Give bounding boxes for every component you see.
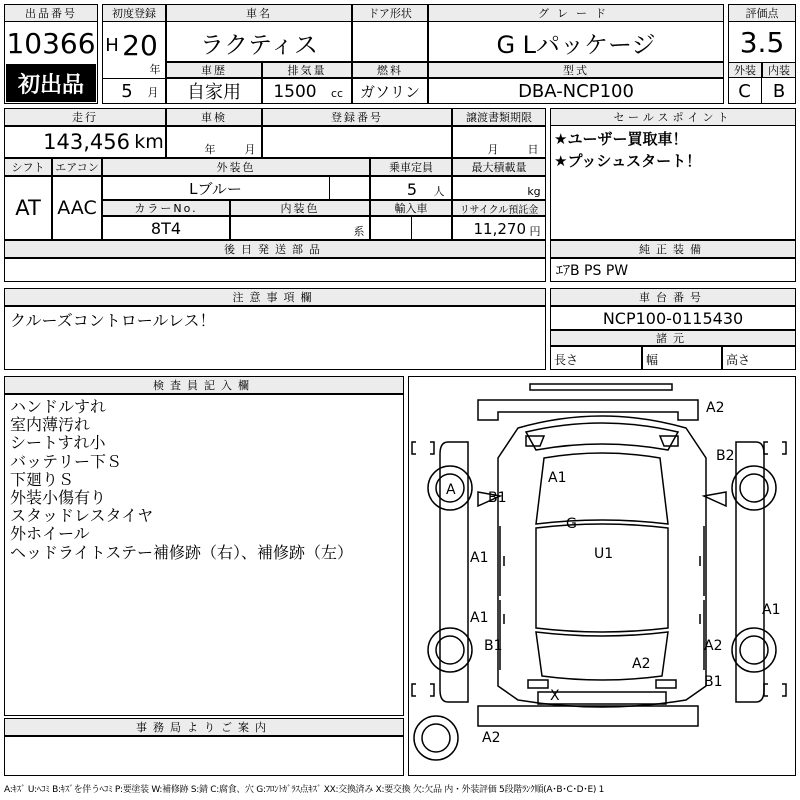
damage-mark: A (446, 482, 456, 498)
capacity: 5 (406, 179, 418, 199)
damage-mark: B1 (488, 490, 507, 506)
score: 3.5 (739, 25, 785, 59)
reg-month-unit: 月 (147, 86, 159, 99)
chassis-label: 車台番号 (550, 288, 796, 306)
displacement-label: 排気量 (262, 62, 352, 78)
reg-month: 5 (121, 80, 133, 102)
capacity-unit: 人 (433, 185, 445, 198)
color: Lブルー (102, 176, 330, 200)
mileage-unit: km (134, 131, 164, 153)
height-label: 高さ (726, 352, 751, 367)
model-label: 型式 (428, 62, 724, 78)
windshield (536, 453, 668, 524)
damage-mark: A2 (704, 638, 723, 654)
rear-bumper (478, 706, 698, 726)
model: DBA-NCP100 (518, 80, 634, 102)
color-no: 8T4 (150, 218, 182, 238)
damage-mark: A2 (706, 400, 725, 416)
inspector-line: 外装小傷有り (10, 488, 107, 507)
mileage-label: 走行 (4, 108, 166, 126)
score-label: 評価点 (728, 4, 796, 22)
legend: A:ｷｽﾞ U:ﾍｺﾐ B:ｷｽﾞを伴うﾍｺﾐ P:要塗装 W:補修跡 S:錆 C:腐食、穴 G:ﾌﾛﾝﾄｶﾞﾗｽ点ｷｽﾞ XX:交換済み X:要交換 欠:欠品 内・外装評価 5段階ﾗﾝｸ順(A･B･C･D･E) 1 (4, 784, 605, 795)
notes-label: 注意事項欄 (4, 288, 546, 306)
inspector-label: 検査員記入欄 (4, 376, 404, 394)
damage-mark: B1 (704, 674, 723, 690)
inspector-line: 外ホイール (10, 524, 90, 544)
car-name: ラクティス (199, 30, 319, 59)
damage-mark: B1 (484, 638, 503, 654)
sales-point: ★プッシュスタート！ (554, 152, 702, 170)
int-color-suffix: 系 (353, 225, 365, 238)
exterior-label: 外装 (728, 62, 762, 78)
recycle-unit: 円 (529, 225, 541, 238)
displacement: 1500 (273, 82, 317, 102)
plate (262, 126, 452, 158)
taillights (528, 680, 676, 688)
color-no-label: カラーNo. (102, 200, 230, 216)
damage-mark: A1 (762, 602, 781, 618)
notes-text: クルーズコントロールレス！ (10, 311, 216, 330)
grade: G Lパッケージ (496, 30, 656, 59)
grade-label: グレード (428, 4, 724, 22)
inspection-month-unit: 月 (244, 143, 256, 156)
damage-mark: X (550, 688, 560, 704)
damage-mark: A2 (632, 656, 651, 672)
equip-label: 純正装備 (550, 240, 796, 258)
era: H (105, 34, 119, 56)
recycle-label: リサイクル預託金 (452, 200, 546, 216)
mileage: 143,456 (43, 130, 130, 154)
damage-mark: U1 (594, 546, 614, 562)
first-listing-badge: 初出品 (6, 64, 96, 102)
door-label: ドア形状 (352, 4, 428, 22)
history: 自家用 (187, 82, 241, 103)
load-unit: kg (527, 184, 541, 198)
lot-number: 10366 (6, 26, 96, 60)
inspector-line: バッテリー下Ｓ (10, 451, 123, 471)
damage-mark: A1 (548, 470, 567, 486)
fuel: ガソリン (359, 82, 420, 101)
office-box (4, 736, 404, 776)
damage-mark: A1 (470, 610, 489, 626)
damage-mark: G (566, 516, 577, 532)
tire-fr (732, 466, 776, 510)
reg-label: 初度登録 (102, 4, 166, 22)
inspector-line: 下廻りＳ (10, 469, 75, 489)
mirrors (478, 492, 726, 506)
reg-year-unit: 年 (149, 63, 161, 76)
sales-box (550, 108, 796, 240)
plate-label: 登録番号 (262, 108, 452, 126)
displacement-unit: cc (330, 86, 344, 100)
spare-tire (414, 716, 458, 760)
car-outline-svg (408, 376, 796, 776)
capacity-label: 乗車定員 (370, 158, 452, 176)
sales-point: ★ユーザー買取車！ (554, 130, 688, 148)
shift-label: シフト (4, 158, 52, 176)
ac: AAC (57, 197, 97, 219)
color-label: 外装色 (102, 158, 370, 176)
tire-rr (732, 628, 776, 672)
inspection-year-unit: 年 (204, 143, 216, 156)
length-label: 長さ (554, 352, 579, 367)
exterior-grade: C (728, 78, 762, 104)
later-parts-label: 後日発送部品 (4, 240, 546, 258)
car-name-label: 車名 (166, 4, 352, 22)
roof-rail (530, 384, 672, 390)
ac-label: エアコン (52, 158, 102, 176)
later-parts (4, 258, 546, 282)
inspection-label: 車検 (166, 108, 262, 126)
lot-label: 出品番号 (4, 4, 98, 22)
transfer-month: 月 (487, 143, 499, 156)
history-label: 車歴 (166, 62, 262, 78)
office-label: 事務局よりご案内 (4, 718, 404, 736)
spec-label: 諸元 (550, 330, 796, 346)
recycle: 11,270 (473, 220, 526, 238)
import-label: 輸入車 (370, 200, 452, 216)
shift: AT (15, 196, 41, 220)
transfer-day: 日 (527, 143, 539, 156)
damage-mark: A2 (482, 730, 501, 746)
inspector-line: ヘッドライトステー補修跡（右）、補修跡（左） (10, 542, 354, 562)
int-color-label: 内装色 (230, 200, 370, 216)
inspector-line: スタッドレスタイヤ (10, 506, 154, 526)
equipment: ｴｱB PS PW (556, 263, 629, 279)
interior-label: 内装 (762, 62, 796, 78)
chassis-number: NCP100-0115430 (602, 308, 744, 328)
load-label: 最大積載量 (452, 158, 546, 176)
fuel-label: 燃料 (352, 62, 428, 78)
inspector-line: ハンドルすれ (10, 397, 107, 416)
damage-mark: B2 (716, 448, 735, 464)
interior-grade: B (772, 80, 786, 102)
door-handles (504, 556, 700, 624)
tire-rl (428, 628, 472, 672)
reg-year: 20 (122, 28, 158, 62)
sales-label: セールスポイント (550, 108, 796, 126)
inspector-line: シートすれ小 (10, 433, 106, 453)
inspector-line: 室内薄汚れ (10, 415, 91, 435)
damage-mark: A1 (470, 550, 489, 566)
transfer-label: 譲渡書類期限 (452, 108, 546, 126)
front-bumper-inner (526, 423, 678, 450)
roof (536, 524, 668, 632)
width-label: 幅 (646, 352, 659, 367)
